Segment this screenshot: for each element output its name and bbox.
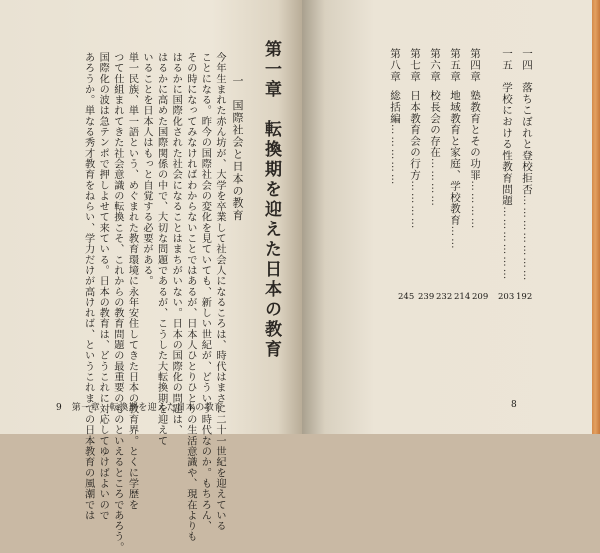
toc-page-number: 245 [398,292,415,302]
toc-chapter-number: 第七章 [409,48,421,82]
toc-chapter-number: 第六章 [429,48,441,82]
toc-chapter-title: 地域教育と家庭、学校教育 [449,90,461,226]
body-line: ことになる。昨今の国際社会の変化を見ていても、新しい世紀が、どういう時代なのか。もちろん、 [199,52,211,532]
toc-chapter-entry [408,48,423,288]
body-line: 今年生まれた赤ん坊が、大学を卒業して社会人になるころは、時代はまさに二十一世紀を迎えている [214,52,225,532]
toc-entry-label: 一五 学校における性教育問題 [501,48,513,207]
body-line: いることを日本人はもっと自覚する必要がある。 [141,52,153,287]
body-line: はるかに高めた国際関係の中で、大切な問題であるが、こうした大転換期を迎えて [155,52,167,447]
toc-leader-dots: ………… [409,180,421,231]
toc-page-number: 209 [472,292,489,302]
toc-chapter-entry [468,48,483,288]
toc-chapter-number: 第四章 [469,48,481,82]
body-line: その時になってみなければわからないことではあるが、日本人ひとりひとりの生活意識や、現在よりも [184,52,196,542]
toc-entry [500,48,515,288]
toc-page-number: 192 [516,292,533,302]
toc-chapter-entry [388,48,403,288]
toc-leader-dots: ……………… [501,206,513,282]
book-edge [592,0,600,434]
toc-chapter-title: 総括編 [389,90,401,124]
section-heading: 一 国際社会と日本の教育 [231,75,244,222]
body-line: はるかに国際化された社会になることはまちがいない。日本の国際化の問題は、 [170,52,182,436]
toc-leader-dots: ………………… [521,194,533,283]
toc-page-number: 214 [454,292,471,302]
toc-chapter-title: 塾教育とその功罪 [469,90,481,181]
body-line: 単一民族、単一語という、めぐまれた教育環境に永年安住してきた日本の教育界。とくに学歴を [126,52,138,510]
toc-chapter-title: 日本教育会の行方 [409,90,421,181]
toc-entry-label: 一四 落ちこぼれと登校拒否 [521,48,533,195]
toc-entry [520,48,535,283]
toc-chapter-entry [448,48,463,288]
toc-leader-dots: …… [449,225,461,251]
toc-leader-dots: ………… [429,157,441,208]
chapter-title: 第一章 転換期を迎えた日本の教育 [261,40,281,360]
right-page-folio: 8 [511,400,517,410]
body-line: つて仕組まれてきた社会意識の転換こそ、これからの教育問題の最重要のものといえるところであろう。 [111,52,123,553]
left-page-folio: 9 第一章 転換期を迎えた日本の教育 [56,403,224,413]
body-line: 国際化の波は急テンポで押しよせて来ている。日本の教育は、どうこれに対応してゆけばよいので [97,52,109,521]
toc-chapter-title: 校長会の存在 [429,90,441,158]
toc-chapter-number: 第五章 [449,48,461,82]
toc-leader-dots: …………… [389,123,401,187]
toc-chapter-entry [428,48,443,288]
body-line: あろうか。単なる秀才教育をねらい、学力だけが高ければ、というこれまでの日本教育の風潮では [82,52,94,521]
toc-leader-dots: ………… [469,180,481,231]
toc-chapter-number: 第八章 [389,48,401,82]
toc-page-number: 203 [498,292,515,302]
toc-page-number: 232 [436,292,453,302]
toc-page-number: 239 [418,292,435,302]
right-page [302,0,592,434]
